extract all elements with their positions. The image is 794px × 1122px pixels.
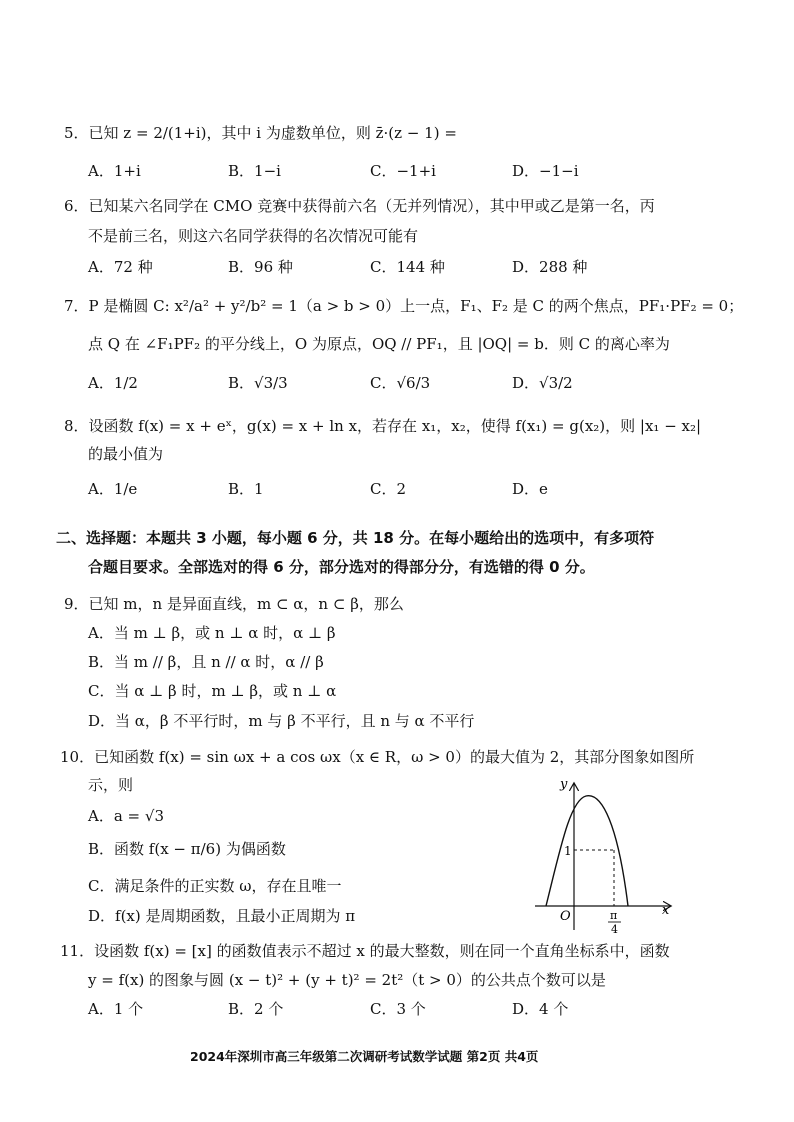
q7-option-a: A．1/2 xyxy=(88,374,138,392)
q6-option-a: A．72 种 xyxy=(88,258,153,276)
q10-option-d: D．f(x) 是周期函数，且最小正周期为 π xyxy=(88,907,356,925)
q9-option-b: B．当 m // β，且 n // α 时，α // β xyxy=(88,653,324,671)
q8-line2: 的最小值为 xyxy=(88,445,164,463)
q6-line1: 6．已知某六名同学在 CMO 竞赛中获得前六名（无并列情况），其中甲或乙是第一名，丙 xyxy=(64,197,655,215)
q7-line2: 点 Q 在 ∠F₁PF₂ 的平分线上，O 为原点，OQ // PF₁，且 |OQ| = b．则 C 的离心率为 xyxy=(88,335,670,353)
q6-line2: 不是前三名，则这六名同学获得的名次情况可能有 xyxy=(88,227,419,245)
x-tick-numerator: π xyxy=(610,909,618,922)
q5-stem: 5．已知 z = 2/(1+i)，其中 i 为虚数单位，则 z̄·(z − 1) = xyxy=(64,124,457,142)
q7-line1: 7．P 是椭圆 C: x²/a² + y²/b² = 1（a > b > 0）上一点，F₁、F₂ 是 C 的两个焦点，PF₁·PF₂ = 0； xyxy=(64,297,744,315)
sine-curve xyxy=(546,796,628,906)
q9-stem: 9．已知 m，n 是异面直线，m ⊂ α，n ⊂ β，那么 xyxy=(64,595,404,613)
q8-option-b: B．1 xyxy=(228,480,264,498)
q10-graph xyxy=(530,770,680,940)
q9-option-d: D．当 α，β 不平行时，m 与 β 不平行，且 n 与 α 不平行 xyxy=(88,712,475,730)
section-2-heading: 二、选择题：本题共 3 小题，每小题 6 分，共 18 分。在每小题给出的选项中，有多项符 xyxy=(56,529,655,547)
y-tick-label: 1 xyxy=(564,844,572,858)
q7-option-b: B．√3/3 xyxy=(228,374,288,392)
q8-line1: 8．设函数 f(x) = x + eˣ，g(x) = x + ln x，若存在 x₁，x₂，使得 f(x₁) = g(x₂)，则 |x₁ − x₂| xyxy=(64,417,702,435)
q10-option-b: B．函数 f(x − π/6) 为偶函数 xyxy=(88,840,286,858)
q11-option-a: A．1 个 xyxy=(88,1000,144,1018)
q5-option-b: B．1−i xyxy=(228,162,281,180)
q5-option-c: C．−1+i xyxy=(370,162,436,180)
q10-line2: 示，则 xyxy=(88,776,134,794)
q10-option-a: A．a = √3 xyxy=(88,807,164,825)
q11-line1: 11．设函数 f(x) = [x] 的函数值表示不超过 x 的最大整数，则在同一个直角坐标系中，函数 xyxy=(60,942,670,960)
origin-label: O xyxy=(560,909,571,924)
q10-line1: 10．已知函数 f(x) = sin ωx + a cos ωx（x ∈ R，ω > 0）的最大值为 2，其部分图象如图所 xyxy=(60,748,695,766)
q6-option-d: D．288 种 xyxy=(512,258,588,276)
q9-option-c: C．当 α ⊥ β 时，m ⊥ β，或 n ⊥ α xyxy=(88,682,337,700)
q6-option-c: C．144 种 xyxy=(370,258,445,276)
page-footer: 2024年深圳市高三年级第二次调研考试数学试题 第2页 共4页 xyxy=(190,1049,539,1064)
q11-option-b: B．2 个 xyxy=(228,1000,284,1018)
q8-option-d: D．e xyxy=(512,480,548,498)
q8-option-a: A．1/e xyxy=(88,480,138,498)
q10-option-c: C．满足条件的正实数 ω，存在且唯一 xyxy=(88,877,342,895)
q7-option-c: C．√6/3 xyxy=(370,374,431,392)
section-2-rules: 合题目要求。全部选对的得 6 分，部分选对的得部分分，有选错的得 0 分。 xyxy=(88,558,595,576)
q11-option-d: D．4 个 xyxy=(512,1000,569,1018)
q11-option-c: C．3 个 xyxy=(370,1000,426,1018)
q5-option-a: A．1+i xyxy=(88,162,141,180)
y-axis-label: y xyxy=(560,777,568,792)
q7-option-d: D．√3/2 xyxy=(512,374,573,392)
q5-option-d: D．−1−i xyxy=(512,162,579,180)
q9-option-a: A．当 m ⊥ β，或 n ⊥ α 时，α ⊥ β xyxy=(88,624,336,642)
q6-option-b: B．96 种 xyxy=(228,258,293,276)
q8-option-c: C．2 xyxy=(370,480,407,498)
x-axis-label: x xyxy=(662,903,670,918)
x-tick-denominator: 4 xyxy=(611,923,618,936)
q11-line2: y = f(x) 的图象与圆 (x − t)² + (y + t)² = 2t²（t > 0）的公共点个数可以是 xyxy=(88,971,606,989)
